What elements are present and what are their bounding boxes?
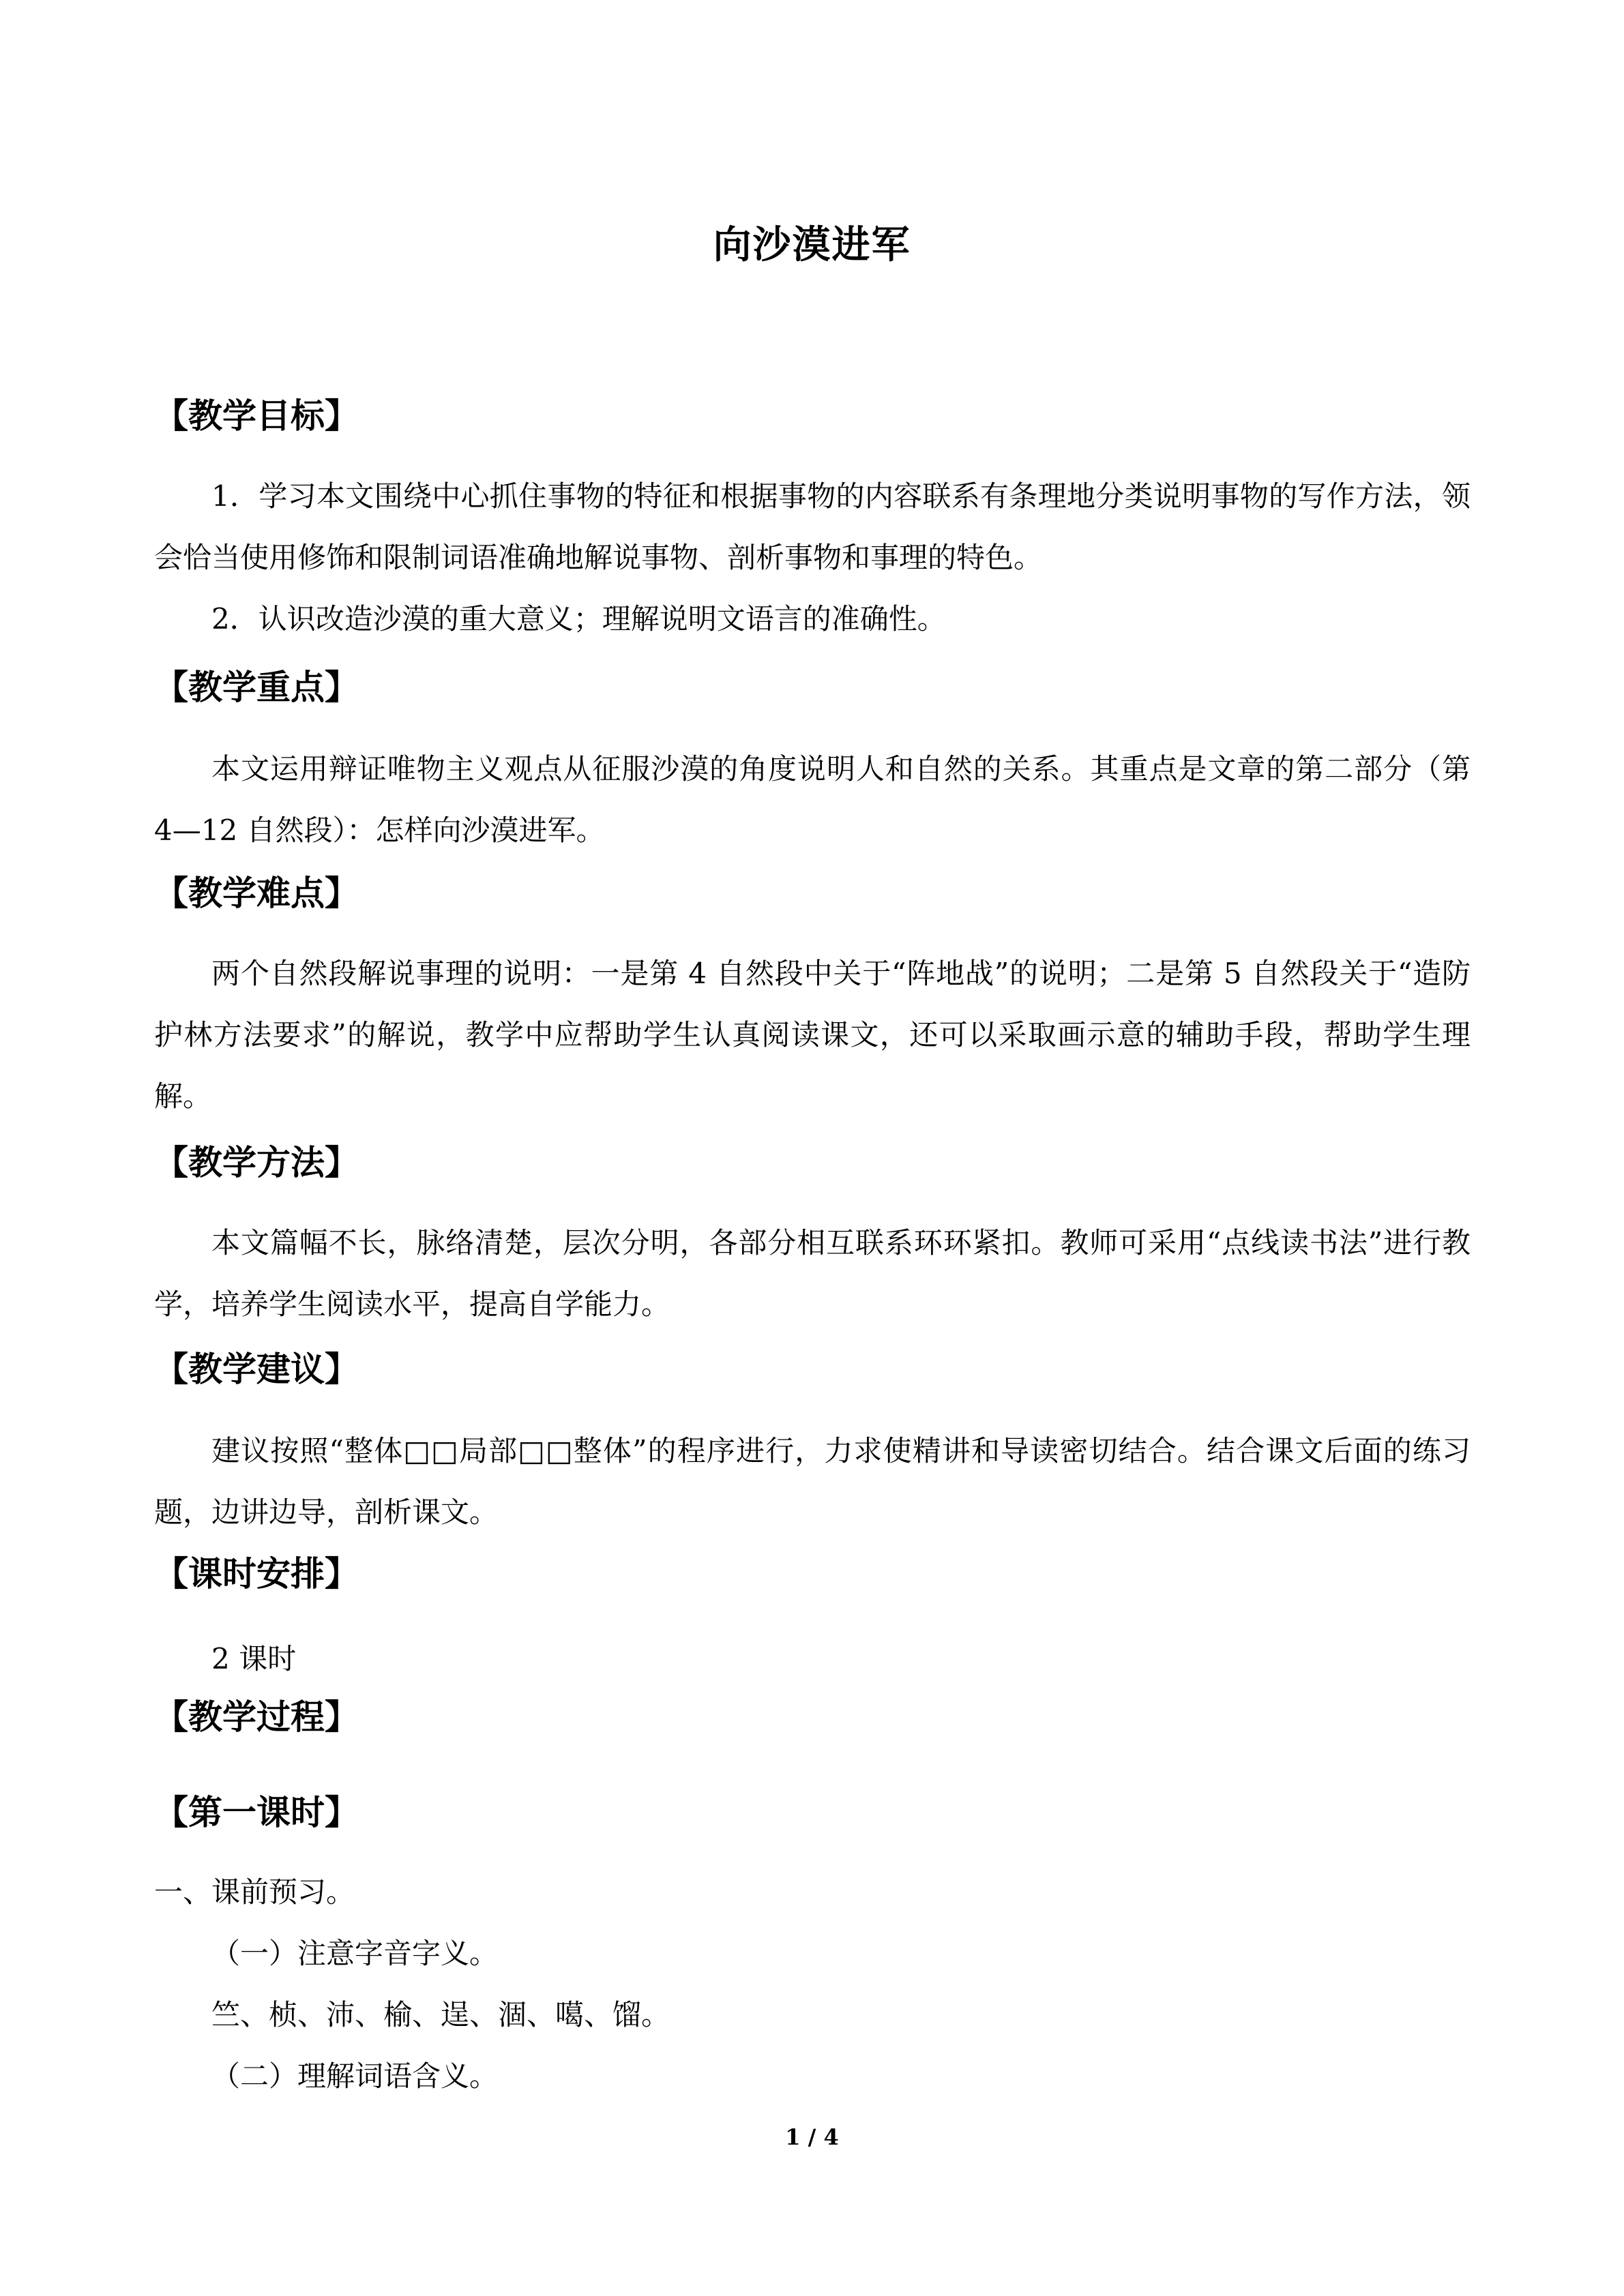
heading-schedule: 【课时安排】 [154,1554,359,1594]
heading-difficulties: 【教学难点】 [154,874,359,913]
page-number: 1 / 4 [785,2124,839,2150]
difficulties-text: 两个自然段解说事理的说明：一是第 4 自然段中关于“阵地战”的说明；二是第 5 自然段关于“造防护林方法要求”的解说，教学中应帮助学生认真阅读课文，还可以采取画示意的辅助手段，帮助学生理解。 [154,957,1471,1113]
schedule-text: 2 课时 [211,1642,297,1675]
heading-methods: 【教学方法】 [154,1143,359,1182]
first-lesson-sub-2: （二）理解词语含义。 [211,2059,499,2093]
heading-first-lesson: 【第一课时】 [154,1793,359,1832]
objective-item-1: 1．学习本文围绕中心抓住事物的特征和根据事物的内容联系有条理地分类说明事物的写作方法，领会恰当使用修饰和限制词语准确地解说事物、剖析事物和事理的特色。 [154,479,1471,574]
heading-objectives: 【教学目标】 [154,396,359,436]
objective-item-2: 2．认识改造沙漠的重大意义；理解说明文语言的准确性。 [211,602,946,636]
first-lesson-chars: 竺、桢、沛、榆、逞、涸、噶、馏。 [211,1998,670,2031]
document-title: 向沙漠进军 [713,223,911,267]
suggestions-text: 建议按照“整体□□局部□□整体”的程序进行，力求使精讲和导读密切结合。结合课文后面的练习题，边讲边导，剖析课文。 [154,1434,1471,1529]
methods-text: 本文篇幅不长，脉络清楚，层次分明，各部分相互联系环环紧扣。教师可采用“点线读书法”进行教学，培养学生阅读水平，提高自学能力。 [154,1226,1471,1321]
heading-key-points: 【教学重点】 [154,668,359,707]
key-points-text: 本文运用辩证唯物主义观点从征服沙漠的角度说明人和自然的关系。其重点是文章的第二部分（第 4—12 自然段）：怎样向沙漠进军。 [154,752,1471,847]
first-lesson-step-1: 一、课前预习。 [154,1875,355,1909]
heading-suggestions: 【教学建议】 [154,1350,359,1389]
heading-process: 【教学过程】 [154,1697,359,1737]
first-lesson-sub-1: （一）注意字音字义。 [211,1937,499,1970]
